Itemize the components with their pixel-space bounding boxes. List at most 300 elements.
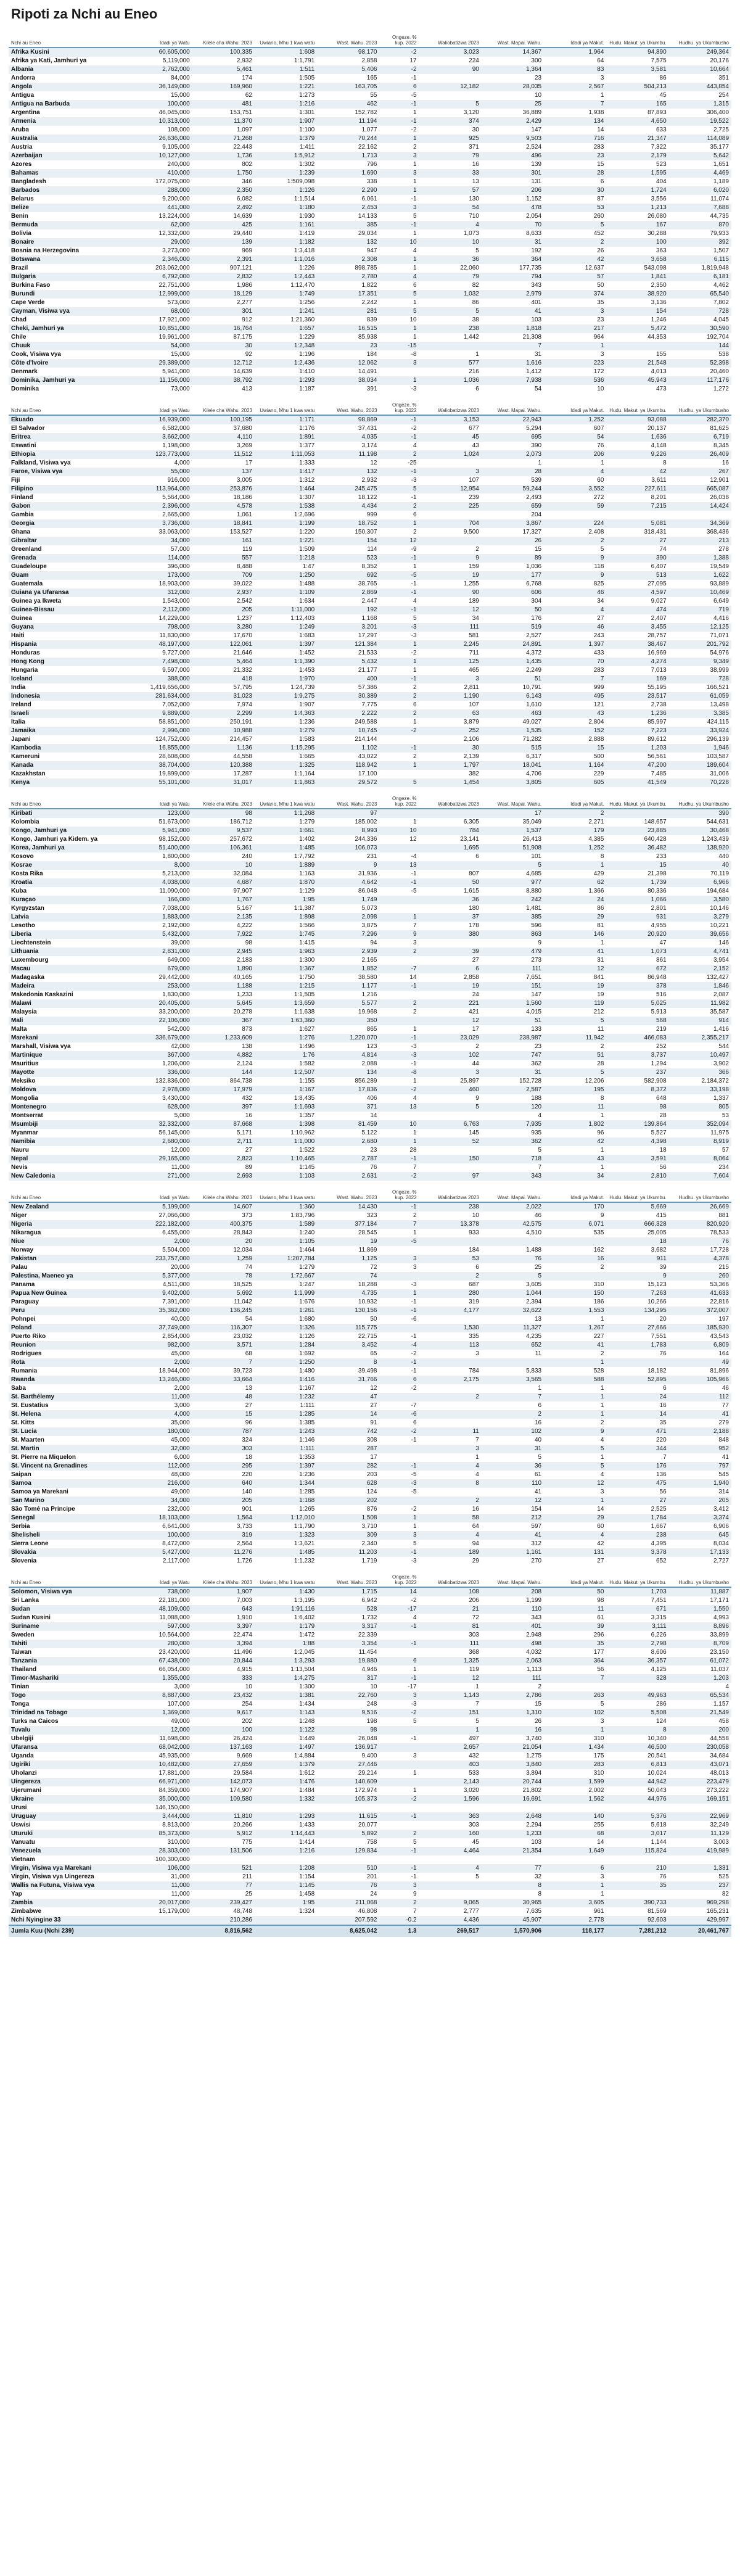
value-cell: 50 <box>544 1587 606 1596</box>
value-cell: 6 <box>419 385 482 394</box>
value-cell: 3 <box>419 1445 482 1453</box>
value-cell: -1 <box>379 1864 419 1873</box>
value-cell: 1 <box>544 1890 606 1899</box>
table-row <box>9 1769 731 1778</box>
value-cell: 48,013 <box>669 1769 731 1778</box>
value-cell: -3 <box>379 1042 419 1051</box>
country-name-cell: Mali <box>9 1017 130 1025</box>
value-cell: 1 <box>379 186 419 195</box>
value-cell: 1:250 <box>255 571 317 580</box>
value-cell: 216 <box>419 368 482 376</box>
value-cell: 319 <box>419 1298 482 1307</box>
value-cell: 3,556 <box>606 195 668 204</box>
value-cell: 18,903,000 <box>130 580 192 588</box>
value-cell: 58,851,000 <box>130 718 192 727</box>
value-cell: 403 <box>419 1761 482 1769</box>
value-cell: 350 <box>317 1017 379 1025</box>
value-cell: 23,885 <box>606 827 668 835</box>
value-cell: 1:1,999 <box>255 1289 317 1298</box>
value-cell: 1:279 <box>255 818 317 827</box>
value-cell: 21,354 <box>482 1847 544 1856</box>
table-row <box>9 1419 731 1427</box>
value-cell: 86,948 <box>606 973 668 982</box>
value-cell: 7,013 <box>606 666 668 675</box>
table-row <box>9 1376 731 1384</box>
value-cell: 500 <box>544 753 606 761</box>
value-cell: 154 <box>606 307 668 316</box>
value-cell: 10,266 <box>606 1298 668 1307</box>
value-cell: 8 <box>317 1358 379 1367</box>
table-row <box>9 744 731 753</box>
table-row <box>9 324 731 333</box>
value-cell: 31,017 <box>192 778 255 787</box>
value-cell: 283 <box>544 1761 606 1769</box>
value-cell: 2 <box>544 1042 606 1051</box>
value-cell: 2,932 <box>317 476 379 485</box>
value-cell: 5,464 <box>192 658 255 666</box>
value-cell: 6,942 <box>317 1596 379 1605</box>
value-cell: 14,491 <box>317 368 379 376</box>
table-row <box>9 753 731 761</box>
value-cell: 12,999,000 <box>130 290 192 299</box>
value-cell: 301 <box>482 169 544 178</box>
value-cell: 35 <box>606 1419 668 1427</box>
country-name-cell: Chuuk <box>9 342 130 350</box>
value-cell: 328 <box>606 1674 668 1683</box>
value-cell: 248 <box>317 1700 379 1709</box>
ratio-header: Uwiano, Mhu 1 kwa watu <box>255 791 317 809</box>
value-cell: -1 <box>379 117 419 126</box>
value-cell: 738,000 <box>130 1587 192 1596</box>
value-cell: 17 <box>482 809 544 818</box>
value-cell: 1:239 <box>255 169 317 178</box>
value-cell: 1:256 <box>255 299 317 307</box>
value-cell: 56 <box>606 1163 668 1172</box>
country-name-cell: St. Martin <box>9 1445 130 1453</box>
table-row <box>9 1172 731 1181</box>
value-cell: 1 <box>379 519 419 528</box>
value-cell: -6 <box>379 1315 419 1324</box>
country-name-cell: Guinea-Bissau <box>9 606 130 614</box>
table-row <box>9 1496 731 1505</box>
value-cell: 1,938 <box>544 109 606 117</box>
value-cell: 718 <box>482 1155 544 1163</box>
value-cell: -2 <box>379 1596 419 1605</box>
table-row <box>9 212 731 221</box>
value-cell: 1,846 <box>669 982 731 991</box>
country-name-cell: Kuraçao <box>9 896 130 904</box>
value-cell: -1 <box>379 1873 419 1881</box>
value-cell: 120,388 <box>192 761 255 770</box>
value-cell: 798,000 <box>130 623 192 632</box>
value-cell: 27,095 <box>606 580 668 588</box>
value-cell: 12,901 <box>669 476 731 485</box>
value-cell: 1:1,505 <box>255 991 317 999</box>
value-cell: 206 <box>482 186 544 195</box>
memorial-attendance-header: Hudhu. ya Ukumbusho <box>669 1569 731 1587</box>
value-cell: 5 <box>379 212 419 221</box>
value-cell: 516 <box>606 991 668 999</box>
value-cell: -2 <box>379 1427 419 1436</box>
value-cell: 20,744 <box>482 1778 544 1786</box>
value-cell: 23,432 <box>192 1691 255 1700</box>
value-cell: 1,690 <box>317 169 379 178</box>
country-name-cell: Burundi <box>9 290 130 299</box>
value-cell: 309 <box>317 1531 379 1540</box>
value-cell: 11,276 <box>192 1548 255 1557</box>
country-name-cell: Sudan Kusini <box>9 1614 130 1622</box>
value-cell: 7,322 <box>606 143 668 152</box>
value-cell: 1,940 <box>669 1479 731 1488</box>
value-cell: 1:898 <box>255 913 317 922</box>
average-pioneers-header: Wast. Mapai. Wahu. <box>482 1569 544 1587</box>
value-cell: 2,308 <box>317 255 379 264</box>
value-cell: 29 <box>544 1514 606 1522</box>
value-cell: -1 <box>379 1358 419 1367</box>
value-cell: 1,233,609 <box>192 1034 255 1042</box>
value-cell: 1:416 <box>255 1376 317 1384</box>
value-cell: 28,545 <box>317 1229 379 1237</box>
value-cell: 18,129 <box>192 290 255 299</box>
value-cell: 233 <box>606 852 668 861</box>
value-cell: 424,115 <box>669 718 731 727</box>
country-name-cell: Hong Kong <box>9 658 130 666</box>
value-cell: 695 <box>482 433 544 442</box>
value-cell: 174 <box>192 74 255 83</box>
value-cell: 252 <box>606 1042 668 1051</box>
value-cell: 9,226 <box>606 450 668 459</box>
value-cell: 1:433 <box>255 1821 317 1830</box>
value-cell: 999 <box>317 511 379 519</box>
value-cell: 6,317 <box>482 753 544 761</box>
table-row <box>9 947 731 956</box>
value-cell: 5,461 <box>192 65 255 74</box>
table-row <box>9 1873 731 1881</box>
value-cell: 11,156,000 <box>130 376 192 385</box>
value-cell: 13 <box>379 1103 419 1112</box>
value-cell: 474 <box>606 606 668 614</box>
value-cell: 10 <box>379 316 419 324</box>
value-cell: 54 <box>192 1315 255 1324</box>
value-cell: 1,616 <box>482 359 544 368</box>
value-cell: 15 <box>606 861 668 870</box>
value-cell: 1 <box>379 1666 419 1674</box>
value-cell: 20,077 <box>317 1821 379 1830</box>
country-table <box>9 397 731 787</box>
value-cell: 643 <box>192 1605 255 1614</box>
value-cell: 1:411 <box>255 143 317 152</box>
value-cell: -2 <box>379 649 419 658</box>
country-name-cell: Kambodia <box>9 744 130 753</box>
value-cell: 543,098 <box>606 264 668 273</box>
value-cell: 728 <box>669 307 731 316</box>
value-cell: 1,715 <box>317 1587 379 1596</box>
table-row <box>9 1034 731 1042</box>
value-cell: 1 <box>379 1229 419 1237</box>
value-cell: -5 <box>379 1488 419 1496</box>
value-cell: 1:4,884 <box>255 1752 317 1761</box>
value-cell: 841 <box>544 973 606 982</box>
value-cell: 1 <box>379 299 419 307</box>
value-cell: 239,427 <box>192 1899 255 1907</box>
value-cell: 5 <box>544 1445 606 1453</box>
value-cell: 1:1,638 <box>255 1008 317 1017</box>
value-cell: 2,524 <box>482 143 544 152</box>
value-cell: 2,738 <box>606 701 668 709</box>
country-name-cell: Poland <box>9 1324 130 1332</box>
value-cell: 54,000 <box>130 342 192 350</box>
value-cell: 296 <box>544 1631 606 1640</box>
value-cell: 2,175 <box>419 1376 482 1384</box>
table-row <box>9 1272 731 1281</box>
value-cell: 2 <box>419 1393 482 1402</box>
table-row <box>9 1263 731 1272</box>
value-cell: 1 <box>379 1522 419 1531</box>
value-cell: 72 <box>419 1614 482 1622</box>
value-cell: 385 <box>317 221 379 229</box>
value-cell: 26 <box>482 1717 544 1726</box>
value-cell: 4 <box>379 273 419 281</box>
table-row <box>9 519 731 528</box>
value-cell: 279 <box>669 1419 731 1427</box>
table-row <box>9 718 731 727</box>
value-cell: 5,642 <box>669 152 731 160</box>
country-name-cell: Togo <box>9 1691 130 1700</box>
value-cell: 112 <box>669 1393 731 1402</box>
value-cell: 49,000 <box>130 1488 192 1496</box>
table-row <box>9 1393 731 1402</box>
value-cell: 295 <box>192 1462 255 1471</box>
value-cell: 47 <box>317 1393 379 1402</box>
country-name-cell: Cape Verde <box>9 299 130 307</box>
value-cell: 14 <box>379 1587 419 1596</box>
table-row <box>9 1120 731 1129</box>
value-cell: 25 <box>482 100 544 109</box>
value-cell: 1:379 <box>255 134 317 143</box>
country-name-cell: Azerbaijan <box>9 152 130 160</box>
value-cell: 1,615 <box>419 887 482 896</box>
value-cell: 3,591 <box>606 1155 668 1163</box>
value-cell: 54 <box>544 433 606 442</box>
table-row <box>9 1856 731 1864</box>
value-cell: 48,000 <box>130 1471 192 1479</box>
value-cell: 4,416 <box>669 614 731 623</box>
value-cell: 1,596 <box>419 1795 482 1804</box>
country-name-cell: St. Lucia <box>9 1427 130 1436</box>
value-cell: 4 <box>379 1094 419 1103</box>
value-cell: 2,407 <box>606 614 668 623</box>
value-cell: 165 <box>606 100 668 109</box>
value-cell: 3,153 <box>419 415 482 424</box>
value-cell: 9,400 <box>317 1752 379 1761</box>
value-cell: 217 <box>544 324 606 333</box>
value-cell: 1:2,045 <box>255 1648 317 1657</box>
value-cell: 7,391,000 <box>130 1298 192 1307</box>
value-cell: 23,141 <box>419 835 482 844</box>
value-cell: 114 <box>317 545 379 554</box>
country-name-cell: Slovenia <box>9 1557 130 1566</box>
value-cell <box>379 896 419 904</box>
value-cell: 22,106,000 <box>130 1017 192 1025</box>
value-cell: 1:449 <box>255 1735 317 1743</box>
value-cell: 4,035 <box>317 433 379 442</box>
table-row <box>9 442 731 450</box>
country-name-cell: Msumbiji <box>9 1120 130 1129</box>
value-cell: 56 <box>606 1488 668 1496</box>
ratio-header: Uwiano, Mhu 1 kwa watu <box>255 1569 317 1587</box>
value-cell: 60,605,000 <box>130 47 192 57</box>
value-cell <box>255 1804 317 1812</box>
value-cell: 71,268 <box>192 134 255 143</box>
value-cell: 1 <box>379 658 419 666</box>
table-header-row <box>9 791 731 809</box>
value-cell: 7,935 <box>482 1120 544 1129</box>
value-cell: 136 <box>606 1471 668 1479</box>
value-cell: 1:3,621 <box>255 1540 317 1548</box>
value-cell: 8,919 <box>669 1137 731 1146</box>
value-cell: 11,000 <box>130 1163 192 1172</box>
value-cell: 36,889 <box>482 109 544 117</box>
value-cell: 27,659 <box>192 1761 255 1769</box>
value-cell: 82 <box>419 281 482 290</box>
value-cell: 5 <box>419 307 482 316</box>
value-cell: 214,457 <box>192 735 255 744</box>
value-cell: 124,752,000 <box>130 735 192 744</box>
value-cell: 9,727,000 <box>130 649 192 658</box>
value-cell: 319 <box>192 1531 255 1540</box>
value-cell: 1:196 <box>255 350 317 359</box>
value-cell: 1,732 <box>317 1614 379 1622</box>
value-cell: 23 <box>482 1042 544 1051</box>
value-cell: 1:143 <box>255 1709 317 1717</box>
value-cell: 4 <box>419 1471 482 1479</box>
table-row <box>9 493 731 502</box>
value-cell: 119 <box>544 999 606 1008</box>
value-cell: 20,000 <box>130 1263 192 1272</box>
value-cell: 1,562 <box>544 1795 606 1804</box>
country-name-cell: Niue <box>9 1237 130 1246</box>
value-cell: 1:398 <box>255 1120 317 1129</box>
value-cell: 28 <box>482 468 544 476</box>
value-cell: 270 <box>482 1557 544 1566</box>
value-cell: 2 <box>379 692 419 701</box>
table-row <box>9 502 731 511</box>
table-row <box>9 1488 731 1496</box>
value-cell: 249,364 <box>669 47 731 57</box>
value-cell: 27,666 <box>606 1324 668 1332</box>
value-cell: 1:221 <box>255 537 317 545</box>
value-cell <box>379 1324 419 1332</box>
value-cell: 796 <box>317 160 379 169</box>
value-cell: 1,767 <box>192 896 255 904</box>
value-cell <box>419 459 482 468</box>
value-cell: 504,213 <box>606 83 668 91</box>
value-cell: 227,611 <box>606 485 668 493</box>
value-cell <box>419 1146 482 1155</box>
value-cell: 497 <box>419 1735 482 1743</box>
value-cell: 521 <box>192 1864 255 1873</box>
country-name-cell: Rwanda <box>9 1376 130 1384</box>
value-cell: 73,000 <box>130 385 192 394</box>
value-cell <box>419 1112 482 1120</box>
value-cell: 206 <box>419 1596 482 1605</box>
value-cell: 14,639 <box>192 368 255 376</box>
value-cell: 17,351 <box>317 290 379 299</box>
value-cell: 1:464 <box>255 1246 317 1255</box>
value-cell: 68 <box>192 1350 255 1358</box>
value-cell: 528 <box>317 1605 379 1614</box>
value-cell: 8 <box>606 459 668 468</box>
value-cell: 5,081 <box>606 519 668 528</box>
value-cell: 1:566 <box>255 922 317 930</box>
value-cell: 7,498,000 <box>130 658 192 666</box>
value-cell <box>419 1402 482 1410</box>
value-cell: 1:379 <box>255 1761 317 1769</box>
value-cell: 155 <box>606 350 668 359</box>
table-row <box>9 1229 731 1237</box>
value-cell <box>419 1237 482 1246</box>
value-cell: 1:221 <box>255 83 317 91</box>
value-cell: 1:870 <box>255 878 317 887</box>
table-row <box>9 965 731 973</box>
value-cell <box>419 1856 482 1864</box>
value-cell: 406 <box>317 1094 379 1103</box>
value-cell: 44,558 <box>669 1735 731 1743</box>
value-cell: 211 <box>192 1873 255 1881</box>
country-table <box>9 30 731 394</box>
value-cell <box>379 1017 419 1025</box>
value-cell: 3,581 <box>606 65 668 74</box>
country-name-cell: Guam <box>9 571 130 580</box>
country-name-cell: Greenland <box>9 545 130 554</box>
value-cell: 118,942 <box>317 761 379 770</box>
value-cell: 9,537 <box>192 827 255 835</box>
table-row <box>9 1255 731 1263</box>
value-cell: 37,431 <box>317 424 379 433</box>
value-cell: 2,183 <box>192 956 255 965</box>
value-cell: 9 <box>544 1212 606 1220</box>
value-cell: 12 <box>419 1674 482 1683</box>
country-name-cell: Saipan <box>9 1471 130 1479</box>
country-name-cell: Nepal <box>9 1155 130 1163</box>
value-cell: 5,213,000 <box>130 870 192 878</box>
value-cell: 2,429 <box>482 117 544 126</box>
value-cell: 10 <box>317 1683 379 1691</box>
value-cell: 137,163 <box>192 1743 255 1752</box>
value-cell: 220 <box>606 1436 668 1445</box>
table-row <box>9 1622 731 1631</box>
value-cell: 3,733 <box>192 1522 255 1531</box>
value-cell: 1,206,000 <box>130 1060 192 1068</box>
value-cell: 2,804 <box>544 718 606 727</box>
value-cell: 154 <box>317 537 379 545</box>
value-cell: 2,858 <box>419 973 482 982</box>
value-cell: 5,199,000 <box>130 1202 192 1212</box>
country-name-cell: Ujerumani <box>9 1786 130 1795</box>
table-row <box>9 109 731 117</box>
memorial-attendance-header: Hudhu. ya Ukumbusho <box>669 30 731 47</box>
table-row <box>9 778 731 787</box>
value-cell: 43 <box>544 1155 606 1163</box>
country-name-cell: Martinique <box>9 1051 130 1060</box>
value-cell: 10 <box>379 827 419 835</box>
value-cell: 169,960 <box>192 83 255 91</box>
value-cell: 605 <box>544 778 606 787</box>
value-cell: 46 <box>669 1384 731 1393</box>
value-cell: 78,533 <box>669 1229 731 1237</box>
value-cell: 179 <box>544 827 606 835</box>
value-cell: 39,022 <box>192 580 255 588</box>
